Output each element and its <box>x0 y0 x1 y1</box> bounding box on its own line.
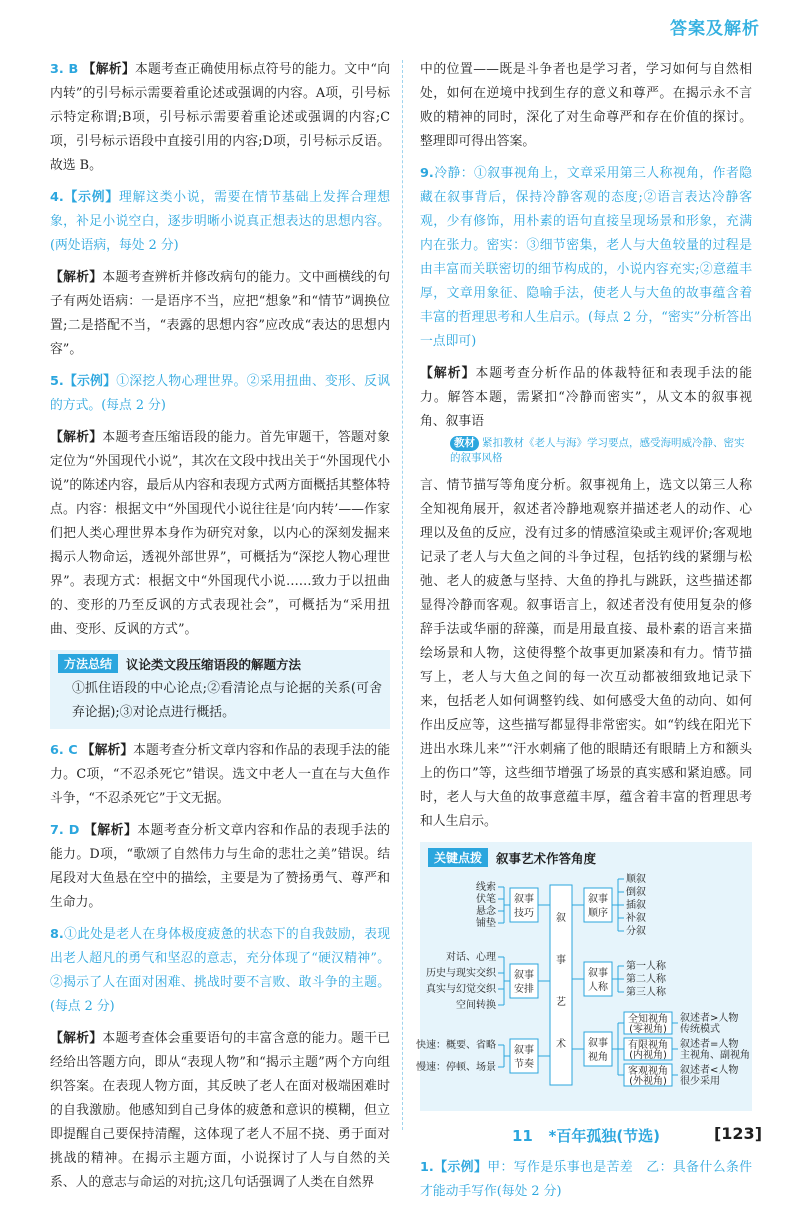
diagram-right-label: 顺序 <box>588 908 608 919</box>
textbook-note-label: 教材 <box>450 436 479 451</box>
q8-analysis <box>50 1027 390 1195</box>
diagram-view-desc: 主视角、副视角 <box>680 1050 750 1061</box>
diagram-right-label: 叙事 <box>588 968 608 979</box>
diagram-left-label: 安排 <box>514 984 534 995</box>
section-title: *百年孤独(节选) <box>548 1127 661 1145</box>
q5-number: 5. <box>50 374 64 389</box>
diagram-center-char: 事 <box>556 955 566 966</box>
narrative-diagram <box>416 842 752 1111</box>
q4-example: 理解这类小说，需要在情节基础上发挥合理想象，补足小说空白，逐步明晰小说真正想表达的思想内容。(两处语病，每处 2 分) <box>50 190 391 253</box>
diagram-view-name: (零视角) <box>629 1024 667 1035</box>
q9-text-2: 言、情节描写等角度分析。叙事视角上，选文以第三人称全知视角展开，叙述者冷静地观察并描述老人的动作、心理以及鱼的反应，没有过多的情感渲染或主观评价;客观地记录了老人与大鱼之间的斗争过程，包括钓线的紧绷与松弛、老人的疲惫与坚持、大鱼的挣扎与跳跃，这些描述都显得冷静而客观。叙事语言上，叙述者没有使用复杂的修辞手法或华丽的辞藻，而是用最直接、最朴素的语言来描绘场景和人物，这使得整个故事更加紧凑和有力。情节描写上，老人与大鱼之间的每一次互动都被细致地记录下来，包括老人如何调整钓线、如何感受大鱼的动向、如何作出反应等，这些描写都显得非常密实。如“钓线在阳光下进出水珠儿来”“汗水刺痛了他的眼睛还有眼睛上方和额头上的伤口”等，这些细节增强了场景的真实感和紧迫感。同时，老人与大鱼的故事意蕴丰厚，蕴含着丰富的哲理思考和人生启示。 <box>420 478 752 829</box>
q4-example-tag: 【示例】 <box>63 190 119 205</box>
diagram-left-item: 空间转换 <box>456 1000 496 1011</box>
q9-answer <box>420 162 752 354</box>
diagram-title: 叙事艺术作答角度 <box>496 850 597 866</box>
q5-example-tag: 【示例】 <box>63 374 117 389</box>
diagram-left-item: 伏笔 <box>476 894 496 905</box>
q4-text: 本题考查辨析并修改病句的能力。文中画横线的句子有两处语病：一是语序不当，应把“想象”和“情节”调换位置;二是搭配不当，“表露的思想内容”应改成“表达的思想内容”。 <box>50 270 391 357</box>
diagram-left-item: 慢速：停顿、场景 <box>416 1062 496 1073</box>
diagram-left-item: 线索 <box>476 882 496 893</box>
diagram-left-item: 快速：概要、省略 <box>416 1040 496 1051</box>
q5-example: ①深挖人物心理世界。②采用扭曲、变形、反讽的方式。(每点 2 分) <box>50 374 391 413</box>
q9-answer-text: 冷静：①叙事视角上，文章采用第三人称视角，作者隐藏在叙事背后，保持冷静客观的态度;②语言表达冷静客观，少有修饰，用朴素的语句直接呈现场景和形象，充满内在张力。密实：③细节密集，老人与大鱼较量的过程是由丰富而关联密切的细节构成的，小说内容充实;②意蕴丰厚，文章用象征、隐喻手法，使老人与大鱼的故事蕴含着丰富的哲理思考和人生启示。(每点 2 分，“密实”分析答出一点即可) <box>420 166 752 349</box>
q6-text: 本题考查分析文章内容和作品的表现手法的能力。C项，“不忍杀死它”错误。选文中老人一直在与大鱼作斗争，“不忍杀死它”于文无据。 <box>50 743 390 806</box>
diagram-left-label: 叙事 <box>514 1045 534 1056</box>
diagram-left-item: 对话、心理 <box>446 952 496 963</box>
q8-continued: 中的位置——既是斗争者也是学习者，学习如何与自然相处，如何在逆境中找到生存的意义和尊严。在揭示永不言败的精神的同时，深化了对生命尊严和存在价值的探讨。整理即可得出答案。 <box>420 62 752 149</box>
diagram-right-label: 叙事 <box>588 894 608 905</box>
diagram-left-item: 历史与现实交织 <box>426 968 496 979</box>
diagram-right-label: 叙事 <box>588 1038 608 1049</box>
q3-text: 本题考查正确使用标点符号的能力。文中“向内转”的引号标示需要着重论述或强调的内容。A项，引号标示特定称谓;B项，引号标示需要着重论述或强调的内容;C项，引号标示语段中直接引用的内容;D项，引号标示反语。故选 B。 <box>50 62 391 173</box>
q7-number: 7. D <box>50 823 80 838</box>
method-title: 议论类文段压缩语段的解题方法 <box>126 656 302 672</box>
diagram-view-name: 有限视角 <box>628 1040 668 1051</box>
page-number-value: 123 <box>721 1124 755 1143</box>
page-number: [123] <box>713 1124 762 1143</box>
diagram-left-label: 叙事 <box>514 894 534 905</box>
q8-answer <box>50 923 390 1019</box>
diagram-left-item: 真实与幻觉交织 <box>426 984 496 995</box>
diagram-left-label: 技巧 <box>514 908 534 919</box>
column-divider <box>402 60 403 1130</box>
diagram-view-desc: 叙述者=人物 <box>680 1039 739 1050</box>
diagram-view-name: 全知视角 <box>628 1014 668 1025</box>
s1-example: 甲：写作是乐事也是苦差 乙：具备什么条件才能动手写作(每处 2 分) <box>420 1160 753 1199</box>
q7-item <box>50 819 390 915</box>
diagram-right-item: 补叙 <box>626 913 646 924</box>
diagram-center-char: 叙 <box>556 913 566 924</box>
diagram-svg <box>416 871 750 1099</box>
diagram-view-name: 客观视角 <box>628 1066 668 1077</box>
q9-text-1: 本题考查分析作品的体裁特征和表现手法的能力。解答本题，需紧扣“冷静而密实”，从文本的叙事视角、叙事语 <box>420 366 753 429</box>
q8-tag: 【解析】 <box>50 1031 103 1046</box>
q8-text: 本题考查体会重要语句的丰富含意的能力。题干已经给出答题方向，即从“表现人物”和“揭示主题”两个方向组织答案。在表现人物方面，其反映了老人在面对极端困难时的自我激励。他感知到自己身体的疲惫和意识的模糊，但立即提醒自己要保持清醒，这体现了老人不屈不挠、勇于面对挑战的精神。在揭示主题方面，小说探讨了人与自然的关系、人的意志与命运的对抗;这几句话强调了人类在自然界 <box>50 1031 391 1190</box>
diagram-view-desc: 叙述者>人物 <box>680 1013 739 1024</box>
q7-text: 本题考查分析文章内容和作品的表现手法的能力。D项，“歌颂了自然伟力与生命的悲壮之美”错误。结尾段对大鱼悬在空中的描绘，主要是为了赞扬勇气、尊严和生命力。 <box>50 823 390 910</box>
textbook-note <box>450 436 752 466</box>
q4-tag: 【解析】 <box>50 270 103 285</box>
diagram-right-item: 倒叙 <box>626 887 646 898</box>
diagram-right-item: 第三人称 <box>626 987 666 998</box>
textbook-note-text: 紧扣教材《老人与海》学习要点，感受海明威冷静、密实的叙事风格 <box>450 437 745 464</box>
q3-number: 3. B <box>50 62 79 77</box>
method-text: ①抓住语段的中心论点;②看清论点与论据的关系(可舍弃论据);③对论点进行概括。 <box>72 681 382 720</box>
diagram-left-item: 铺垫 <box>476 918 496 929</box>
diagram-view-name: (外视角) <box>629 1076 667 1087</box>
q6-tag: 【解析】 <box>81 743 134 758</box>
diagram-right-label: 视角 <box>588 1052 608 1063</box>
diagram-right-item: 第一人称 <box>626 961 666 972</box>
q6-number: 6. C <box>50 743 78 758</box>
page-header: 答案及解析 <box>670 19 760 39</box>
q5-analysis <box>50 426 390 642</box>
section-heading <box>420 1124 755 1146</box>
section-number: 11 <box>511 1127 533 1145</box>
q5-answer <box>50 370 390 418</box>
diagram-right-item: 顺叙 <box>626 874 646 885</box>
diagram-right-item: 分叙 <box>626 926 646 937</box>
diagram-right-item: 第二人称 <box>626 974 666 985</box>
diagram-view-name: (内视角) <box>629 1050 667 1061</box>
q8-number: 8. <box>50 927 64 942</box>
diagram-badge: 关键点拨 <box>428 848 488 867</box>
q3-item <box>50 58 390 178</box>
q9-tag: 【解析】 <box>420 366 476 381</box>
q7-tag: 【解析】 <box>83 823 138 838</box>
s1-example-tag: 【示例】 <box>433 1160 488 1175</box>
q4-answer <box>50 186 390 258</box>
diagram-center-char: 术 <box>556 1039 566 1050</box>
q9-analysis <box>420 362 752 434</box>
q4-analysis <box>50 266 390 362</box>
diagram-right-item: 插叙 <box>626 900 646 911</box>
diagram-left-label: 叙事 <box>514 970 534 981</box>
left-column <box>50 58 390 1203</box>
q5-text: 本题考查压缩语段的能力。首先审题干，答题对象定位为“外国现代小说”，其次在文段中找出关于“外国现代小说”的陈述内容，最后从内容和表现方式两方面概括其整体特点。内容：根据文中“外国现代小说往往是‘向内转’——作家们把人类心理世界本身作为研究对象，以内心的深刻发掘来揭示人物命运，透视外部世界”，可概括为“深挖人物心理世界”。表现方式：根据文中“外国现代小说……致力于以扭曲的、变形的乃至反讽的方式表现社会”，可概括为“采用扭曲、变形、反讽的方式”。 <box>50 430 391 637</box>
q4-number: 4. <box>50 190 64 205</box>
diagram-view-desc: 叙述者<人物 <box>680 1065 739 1076</box>
method-badge: 方法总结 <box>58 654 118 673</box>
diagram-view-desc: 传统模式 <box>680 1024 720 1035</box>
diagram-left-label: 节奏 <box>514 1059 534 1070</box>
diagram-center-char: 艺 <box>556 997 566 1008</box>
s1-answer <box>420 1156 752 1204</box>
right-column <box>416 58 755 1212</box>
q5-tag: 【解析】 <box>50 430 103 445</box>
s1-number: 1. <box>420 1160 434 1175</box>
q8-answer-text: ①此处是老人在身体极度疲惫的状态下的自我鼓励，表现出老人超凡的勇气和坚忍的意志，充分体现了“硬汉精神”。②揭示了人在面对困难、挑战时要不言败、敢斗争的主题。(每点 2 分) <box>50 927 390 1014</box>
diagram-left-item: 悬念 <box>476 906 496 917</box>
diagram-right-label: 人称 <box>588 982 608 993</box>
q3-tag: 【解析】 <box>82 62 135 77</box>
method-summary-box <box>50 650 390 729</box>
diagram-view-desc: 很少采用 <box>680 1076 720 1087</box>
q9-number: 9. <box>420 166 434 181</box>
q6-item <box>50 739 390 811</box>
